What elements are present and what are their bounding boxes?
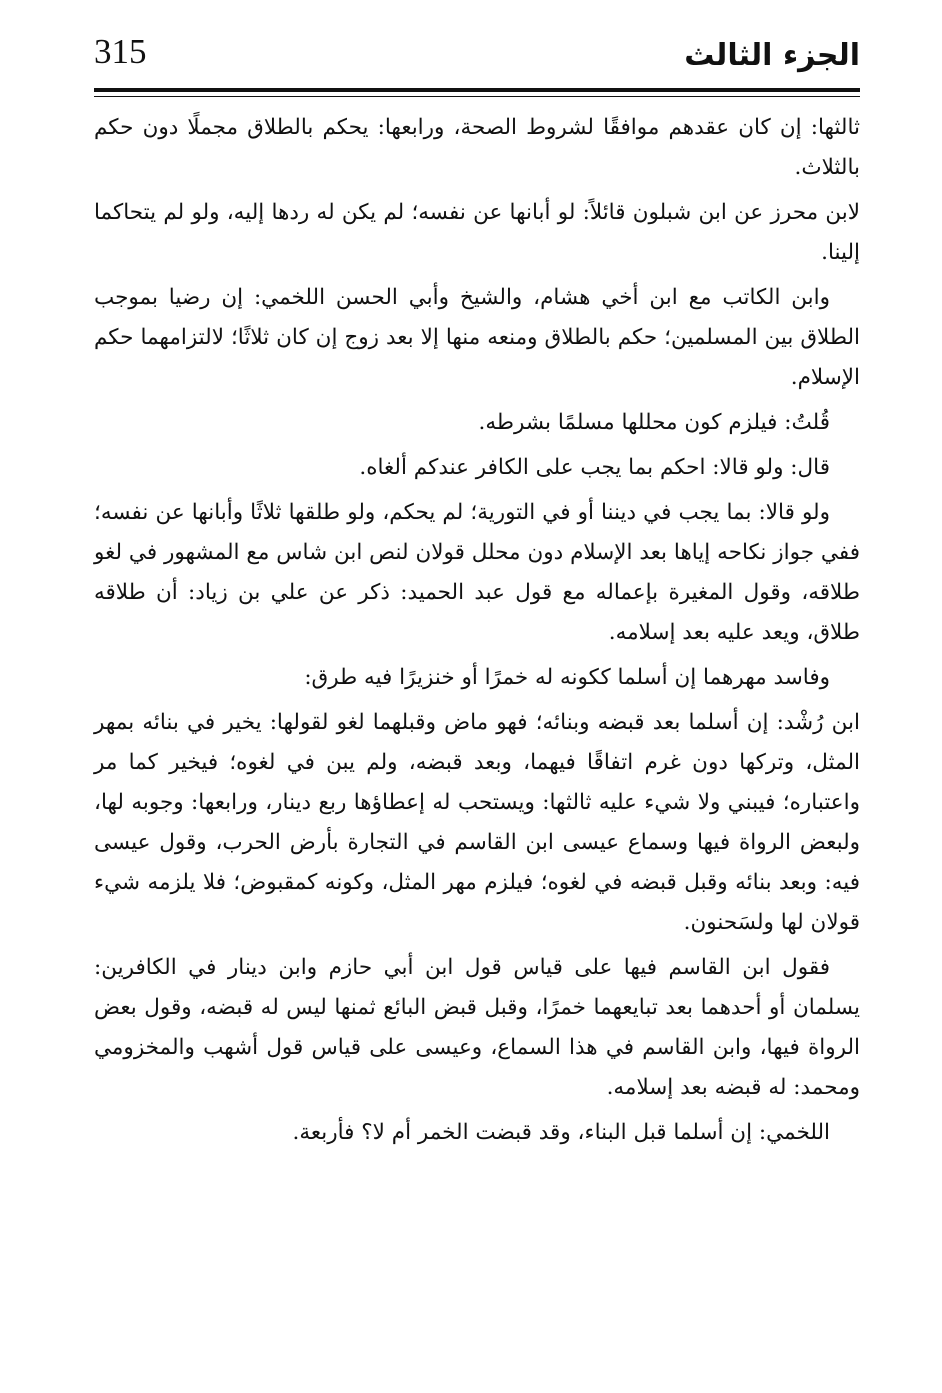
- header-rule-thick: [94, 88, 860, 92]
- paragraph: وفاسد مهرهما إن أسلما ككونه له خمرًا أو خنزيرًا فيه طرق:: [304, 665, 830, 690]
- paragraph: وابن الكاتب مع ابن أخي هشام، والشيخ وأبي الحسن اللخمي: إن رضيا بموجب الطلاق بين المسلمين؛ حكم بالطلاق ومنعه منها إلا بعد زوج إن كان ثلاثًا؛ لالتزامهما حكم الإسلام.: [94, 285, 860, 390]
- page-number: 315: [94, 32, 147, 71]
- page-body: [94, 108, 860, 1158]
- paragraph: قال: ولو قالا: احكم بما يجب على الكافر عندكم ألغاه.: [359, 455, 830, 480]
- paragraph: ولو قالا: بما يجب في ديننا أو في التورية؛ لم يحكم، ولو طلقها ثلاثًا وأبانها عن نفسه؛ ففي جواز نكاحه إياها بعد الإسلام دون محلل قولان لنص ابن شاس مع المشهور في لغو طلاقه، وقول المغيرة بإعماله مع قول عبد الحميد: ذكر عن علي بن زياد: أن طلاقه طلاق، ويعد عليه بعد إسلامه.: [94, 500, 860, 645]
- paragraph: ابن رُشْد: إن أسلما بعد قبضه وبنائه؛ فهو ماض وقبلهما لغو لقولها: يخير في بنائه بمهر المثل، وتركها دون غرم اتفاقًا فيهما، وبعد قبضه، ولم يبن في لغوه؛ فيخير كما مر واعتباره؛ فيبني ولا شيء عليه ثالثها: ويستحب له إعطاؤها ربع دينار، ورابعها: وجوبه لها، ولبعض الرواة فيها وسماع عيسى ابن القاسم في التجارة بأرض الحرب، وقول عيسى فيه: وبعد بنائه وقبل قبضه في لغوه؛ فيلزم مهر المثل، وكونه كمقبوض؛ فلا يلزمه شيء قولان لها ولسَحنون.: [94, 710, 860, 935]
- header-rule-thin: [94, 96, 860, 97]
- page-header: [94, 30, 860, 96]
- paragraph: اللخمي: إن أسلما قبل البناء، وقد قبضت الخمر أم لا؟ فأربعة.: [292, 1120, 830, 1145]
- paragraph: فقول ابن القاسم فيها على قياس قول ابن أبي حازم وابن دينار في الكافرين: يسلمان أو أحدهما بعد تبايعهما خمرًا، وقبل قبض البائع ثمنها ليس له قبضه، وقول بعض الرواة فيها، وابن القاسم في هذا السماع، وعيسى على قياس قول أشهب والمخزومي ومحمد: له قبضه بعد إسلامه.: [94, 955, 860, 1100]
- paragraph: لابن محرز عن ابن شبلون قائلاً: لو أبانها عن نفسه؛ لم يكن له ردها إليه، ولو لم يتحاكما إلينا.: [94, 200, 860, 265]
- paragraph: ثالثها: إن كان عقدهم موافقًا لشروط الصحة، ورابعها: يحكم بالطلاق مجملًا دون حكم بالثلاث.: [94, 115, 860, 180]
- paragraph: قُلتُ: فيلزم كون محللها مسلمًا بشرطه.: [478, 410, 830, 435]
- part-title: الجزء الثالث: [684, 38, 860, 73]
